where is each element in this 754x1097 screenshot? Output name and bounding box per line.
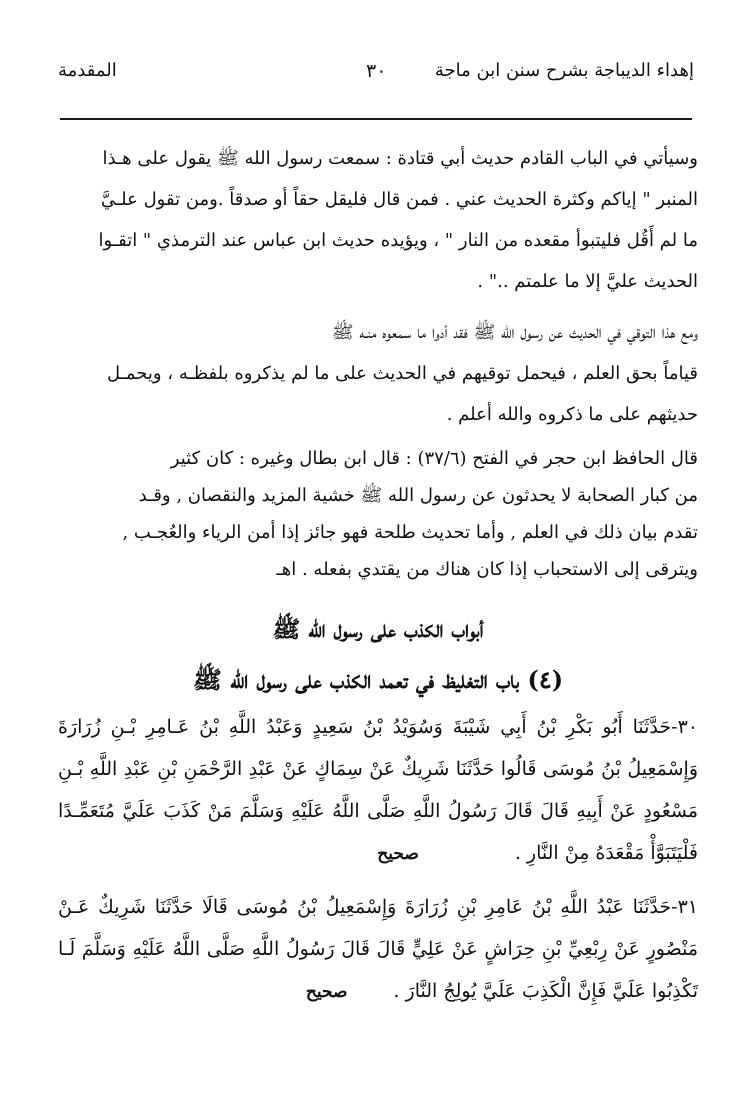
bab-title: (٤) باب التغليظ في تعمد الكذب على رسول الله ﷺ	[192, 665, 564, 694]
hadith-30	[58, 706, 698, 875]
page-number: ٣٠	[366, 60, 387, 82]
text-line: ويترقى إلى الاستحباب إذا كان هناك من يقتدي بفعله . اهـ	[276, 559, 698, 580]
text-line: الحديث عليَّ إلا ما علمتم .." .	[477, 271, 698, 292]
hadith-line: ٣١-حَدَّثَنَا عَبْدُ اللَّهِ بْنُ عَامِرِ بْنِ زُرَارَةَ وَإِسْمَعِيلُ بْنُ مُوسَى قَالَا حَدَّثَنَا شَرِيكٌ عَـنْ	[58, 896, 698, 918]
text-line: وسيأتي في الباب القادم حديث أبي قتادة : سمعت رسول الله ﷺ يقول على هـذا	[102, 148, 698, 169]
text-line: ومع هذا التوقي في الحديث عن رسول الله ﷺ فقد أدوا ما سمعوه منـه ﷺ	[331, 322, 698, 343]
text-line: ما لم أَقُل فليتبوأ مقعده من النار " ، ويؤيده حديث ابن عباس عند الترمذي " اتقـوا	[98, 230, 698, 251]
running-head-book-title: إهداء الديباجة بشرح سنن ابن ماجة	[434, 60, 694, 81]
hadith-line: مَسْعُودٍ عَنْ أَبِيهِ قَالَ قَالَ رَسُولُ اللَّهِ صَلَّى اللَّهُ عَلَيْهِ وَسَلَّمَ مَنْ كَذَبَ عَلَيَّ مُتَعَمِّـدًا	[58, 800, 698, 822]
text-line: تقدم بيان ذلك في العلم , وأما تحديث طلحة فهو جائز إذا أمن الرياء والعُجـب ,	[122, 522, 698, 543]
hadith-last-line	[58, 970, 698, 1013]
text-line: من كبار الصحابة لا يحدثون عن رسول الله ﷺ خشية المزيد والنقصان , وقـد	[138, 485, 698, 506]
hadith-text: فَلْيَتَبَوَّأْ مَقْعَدَهُ مِنْ النَّارِ .	[514, 842, 698, 864]
paragraph-ibn-hajar	[58, 440, 698, 588]
text-line: قال الحافظ ابن حجر في الفتح (٣٧/٦) : قال ابن بطال وغيره : كان كثير	[170, 448, 698, 469]
text-line: قياماً بحق العلم ، فيحمل توقيهم في الحديث على ما لم يذكروه بلفظـه ، ويحمـل	[106, 363, 698, 384]
hadith-last-line	[58, 832, 698, 875]
page-header	[58, 54, 694, 88]
hadith-line: مَنْصُورٍ عَنْ رِبْعِيِّ بْنِ حِرَاشٍ عَنْ عَلِيٍّ قَالَ قَالَ رَسُولُ اللَّهِ صَلَّى اللَّهُ عَلَيْهِ وَسَلَّمَ لَـا	[58, 938, 698, 960]
hadith-31	[58, 886, 698, 1013]
hadith-text: تَكْذِبُوا عَلَيَّ فَإِنَّ الْكَذِبَ عَلَيَّ يُولِجُ النَّارَ .	[393, 980, 698, 1002]
header-rule	[60, 118, 692, 120]
grade-label: صحيح	[305, 982, 348, 1002]
text-line: حديثهم على ما ذكروه والله أعلم .	[446, 404, 698, 425]
paragraph-abu-qatada	[58, 138, 698, 302]
grade-label: صحيح	[377, 844, 419, 864]
running-head-section: المقدمة	[58, 60, 117, 81]
hadith-line: ٣٠-حَدَّثَنَا أَبُو بَكْرِ بْنُ أَبِي شَيْبَةَ وَسُوَيْدُ بْنُ سَعِيدٍ وَعَبْدُ اللَّهِ بْنُ عَـامِرِ بْـنِ زُرَارَةَ	[58, 716, 698, 738]
paragraph-caution	[58, 312, 698, 435]
text-line: المنبر " إياكم وكثرة الحديث عني . فمن قال فليقل حقاً أو صدقاً .ومن تقول علـيَّ	[100, 189, 698, 210]
hadith-line: وَإِسْمَعِيلُ بْنُ مُوسَى قَالُوا حَدَّثَنَا شَرِيكٌ عَنْ سِمَاكٍ عَنْ عَبْدِ الرَّحْمَنِ بْنِ عَبْدِ اللَّهِ بْـنِ	[58, 758, 698, 780]
chapter-title: أبواب الكذب على رسول الله ﷺ	[272, 616, 484, 643]
